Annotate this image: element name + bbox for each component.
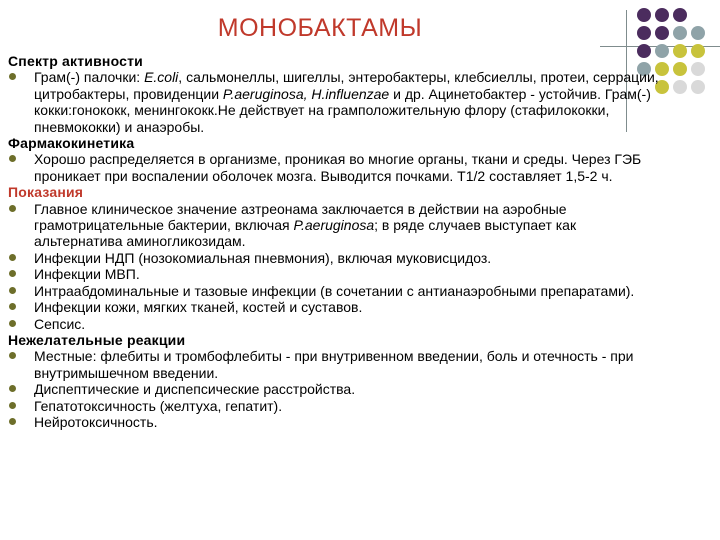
decor-dot — [691, 26, 705, 40]
bullet-icon — [9, 254, 16, 261]
list-item — [8, 201, 668, 250]
decor-dot — [655, 8, 669, 22]
decor-dot — [673, 62, 687, 76]
list-item — [8, 398, 668, 414]
decor-dot — [673, 8, 687, 22]
list-item — [8, 151, 668, 184]
bullet-icon — [9, 287, 16, 294]
list-item-text: Гепатотоксичность (желтуха, гепатит). — [34, 397, 283, 414]
decor-dot — [673, 26, 687, 40]
bullet-icon — [9, 418, 16, 425]
decor-dot — [691, 80, 705, 94]
bullet-icon — [9, 205, 16, 212]
list-item-text: Инфекции МВП. — [34, 266, 140, 283]
text-run: ; в ряде случаев выступает как альтернатива аминогликозидам. — [34, 217, 577, 250]
list-item — [8, 283, 668, 299]
bullet-icon — [9, 270, 16, 277]
list-item — [8, 414, 668, 430]
section-heading-pharmacokinetics: Фармакокинетика — [8, 135, 135, 152]
page-title: МОНОБАКТАМЫ — [217, 14, 423, 42]
list-item — [8, 348, 668, 381]
bullet-icon — [9, 320, 16, 327]
bullet-icon — [9, 155, 16, 162]
bullet-icon — [9, 352, 16, 359]
list-item-text: Инфекции НДП (нозокомиальная пневмония), включая муковисцидоз. — [34, 249, 492, 266]
section-heading-spectrum: Спектр активности — [8, 53, 143, 69]
section-heading-adverse: Нежелательные реакции — [8, 331, 186, 348]
list-item-text: Нейротоксичность. — [34, 413, 158, 430]
text-run: , сальмонеллы, шигеллы, энтеробактеры, клебсиеллы, протеи, серрации, цитробактеры, провиденции — [34, 69, 659, 102]
list-item-text: Инфекции кожи, мягких тканей, костей и суставов. — [34, 299, 363, 316]
decor-dot — [691, 44, 705, 58]
text-run: Главное клиническое значение азтреонама заключается в действии на аэробные грамотрицательные бактерии, включая — [34, 200, 567, 234]
list-item-text: Местные: флебиты и тромбофлебиты - при внутривенном введении, боль и отечность - при внутримышечном введении. — [34, 348, 634, 381]
list-item — [8, 299, 668, 315]
decor-dot — [655, 26, 669, 40]
slide-content — [8, 53, 668, 430]
list-item-text: Интраабдоминальные и тазовые инфекции (в сочетании с антианаэробными препаратами). — [34, 282, 635, 299]
decor-dot — [691, 62, 705, 76]
italic-term: E.coli — [144, 69, 179, 86]
bullet-icon — [9, 73, 16, 80]
list-item-text: Хорошо распределяется в организме, проникая во многие органы, ткани и среды. Через ГЭБ проникает при воспалении оболочек мозга. Выводится почками. Т1/2 составляет 1,5-2 ч. — [34, 151, 642, 184]
text-run: Грам(-) палочки: — [34, 69, 145, 86]
list-item — [8, 266, 668, 282]
list-item — [8, 69, 668, 135]
list-item-text: Диспептические и диспепсические расстройства. — [34, 381, 356, 398]
list-item — [8, 381, 668, 397]
decor-dot — [673, 44, 687, 58]
list-item — [8, 316, 668, 332]
bullet-icon — [9, 303, 16, 310]
decor-dot — [637, 8, 651, 22]
decor-dot — [691, 8, 705, 22]
decor-dot — [637, 26, 651, 40]
decor-dot — [673, 80, 687, 94]
text-run: и др. Ацинетобактер - устойчив. Грам(-) кокки:гонококк, менингококк.Не действует на грамположительную флору (стафилококки, пневмококки) и анаэробы. — [34, 85, 651, 135]
bullet-icon — [9, 402, 16, 409]
list-item-text: Сепсис. — [34, 315, 86, 332]
list-item — [8, 250, 668, 266]
section-heading-indications: Показания — [8, 184, 84, 201]
italic-term: P.aeruginosa — [293, 217, 375, 234]
italic-term: P.aeruginosa, H.influenzae — [222, 85, 390, 102]
bullet-icon — [9, 385, 16, 392]
